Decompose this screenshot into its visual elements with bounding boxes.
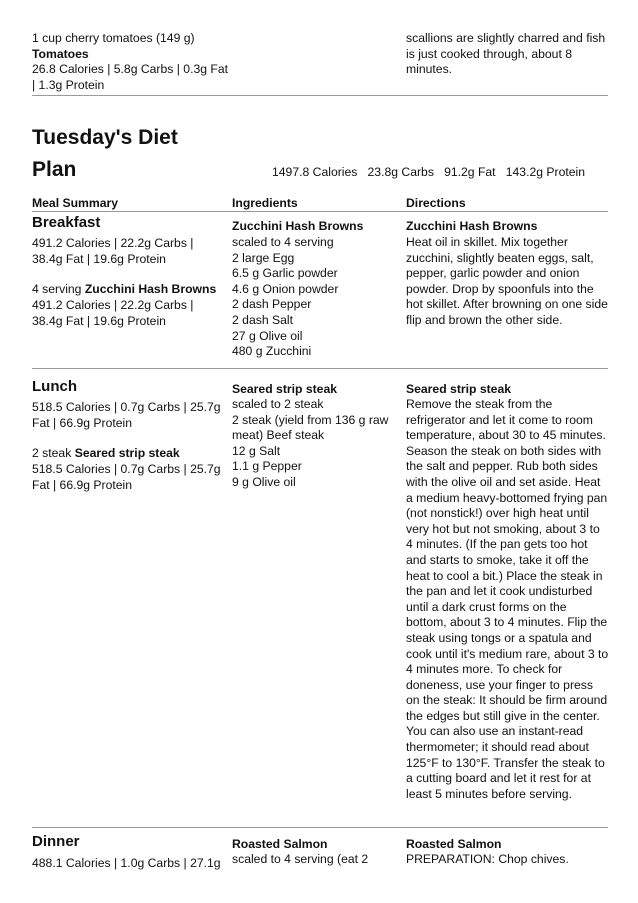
- ingredient-item: 27 g Olive oil: [232, 328, 303, 343]
- breakfast-directions: Heat oil in skillet. Mix together zucchini, slightly beaten eggs, salt, pepper, garlic powder and onion powder. Drop by spoonfuls into the hot skillet. After browning on one side flip and brown the other side.: [406, 235, 608, 327]
- breakfast-title: Breakfast: [32, 214, 101, 231]
- divider: [32, 827, 608, 828]
- lunch-recipe-line: [32, 446, 227, 462]
- breakfast-summary: 491.2 Calories | 22.2g Carbs | 38.4g Fat | 19.6g Protein: [32, 236, 194, 266]
- header-ingredients: Ingredients: [232, 196, 298, 210]
- ingredient-item: 480 g Zucchini: [232, 344, 312, 359]
- prev-ingredient-line: 1 cup cherry tomatoes (149 g): [32, 31, 195, 45]
- divider: [32, 368, 608, 369]
- breakfast-ingredients-title: Zucchini Hash Browns: [232, 219, 364, 233]
- breakfast-ingredients-list: [232, 235, 400, 360]
- dinner-title: Dinner: [32, 833, 80, 850]
- lunch-summary: 518.5 Calories | 0.7g Carbs | 25.7g Fat | 66.9g Protein: [32, 400, 221, 430]
- plan-title-line1: Tuesday's Diet: [32, 126, 178, 149]
- lunch-title: Lunch: [32, 378, 77, 395]
- prev-directions-tail: scallions are slightly charred and fish is just cooked through, about 8 minutes.: [406, 31, 606, 77]
- lunch-directions: Remove the steak from the refrigerator and let it come to room temperature, about 30 to 45 minutes. Season the steak on both sides with the salt and pepper. Rub both sides with the olive oil and set aside. Heat a medium heavy-bottomed frying pan (not nonstick!) over high heat until very hot but not smoking, about 3 to 4 minutes. (If the pan gets too hot and starts to smoke, take it off the heat to cool a bit.) Place the steak in the pan and let it cook undisturbed until a dark crust forms on the bottom, about 3 to 4 minutes. Flip the steak using tongs or a spatula and cook until it's medium rare, about 3 to 4 minutes more. To check for doneness, use your finger to press on the steak: It should be firm around the edges but still give in the center. You can also use an instant-read thermometer; it should read about 125°F to 130°F. Transfer the steak to a cutting board and let it rest for at least 5 minutes before serving.: [406, 397, 609, 801]
- lunch-serving-qty: 2 steak: [32, 446, 75, 460]
- divider: [32, 211, 608, 212]
- lunch-recipe-summary: 518.5 Calories | 0.7g Carbs | 25.7g Fat | 66.9g Protein: [32, 462, 221, 492]
- ingredient-item: 2 large Egg: [232, 250, 295, 265]
- ingredient-item: 2 dash Pepper: [232, 297, 312, 312]
- ingredient-item: 9 g Olive oil: [232, 474, 296, 489]
- header-meal-summary: Meal Summary: [32, 196, 119, 210]
- lunch-ingredients-title: Seared strip steak: [232, 382, 338, 396]
- ingredient-item: scaled to 4 serving: [232, 235, 334, 249]
- breakfast-serving-qty: 4 serving: [32, 282, 85, 296]
- lunch-recipe-name: Seared strip steak: [74, 446, 180, 460]
- ingredient-item: 6.5 g Garlic powder: [232, 266, 338, 281]
- header-directions: Directions: [406, 196, 466, 210]
- breakfast-recipe-summary: 491.2 Calories | 22.2g Carbs | 38.4g Fat | 19.6g Protein: [32, 298, 194, 328]
- ingredient-item: 2 steak (yield from 136 g raw meat) Beef steak: [232, 412, 389, 443]
- dinner-directions-title: Roasted Salmon: [406, 837, 502, 851]
- dinner-summary: 488.1 Calories | 1.0g Carbs | 27.1g: [32, 856, 221, 870]
- dinner-directions-line: PREPARATION: Chop chives.: [406, 852, 569, 866]
- ingredient-item: 12 g Salt: [232, 443, 281, 458]
- plan-totals: 1497.8 Calories 23.8g Carbs 91.2g Fat 143.2g Protein: [272, 165, 586, 179]
- ingredient-item: scaled to 2 steak: [232, 397, 324, 411]
- divider: [32, 95, 608, 96]
- breakfast-directions-title: Zucchini Hash Browns: [406, 219, 538, 233]
- ingredient-item: 2 dash Salt: [232, 312, 293, 327]
- plan-title-line2: Plan: [32, 158, 77, 181]
- lunch-ingredients-list: [232, 397, 400, 491]
- prev-ingredient-nutrition: 26.8 Calories | 5.8g Carbs | 0.3g Fat | 1.3g Protein: [32, 62, 229, 92]
- lunch-directions-title: Seared strip steak: [406, 382, 512, 396]
- breakfast-recipe-line: [32, 282, 227, 298]
- dinner-ingredients-line: scaled to 4 serving (eat 2: [232, 852, 369, 866]
- ingredient-item: 4.6 g Onion powder: [232, 281, 339, 296]
- breakfast-recipe-name: Zucchini Hash Browns: [84, 282, 217, 296]
- ingredient-item: 1.1 g Pepper: [232, 459, 302, 474]
- dinner-ingredients-title: Roasted Salmon: [232, 837, 328, 851]
- prev-ingredient-name: Tomatoes: [32, 47, 89, 61]
